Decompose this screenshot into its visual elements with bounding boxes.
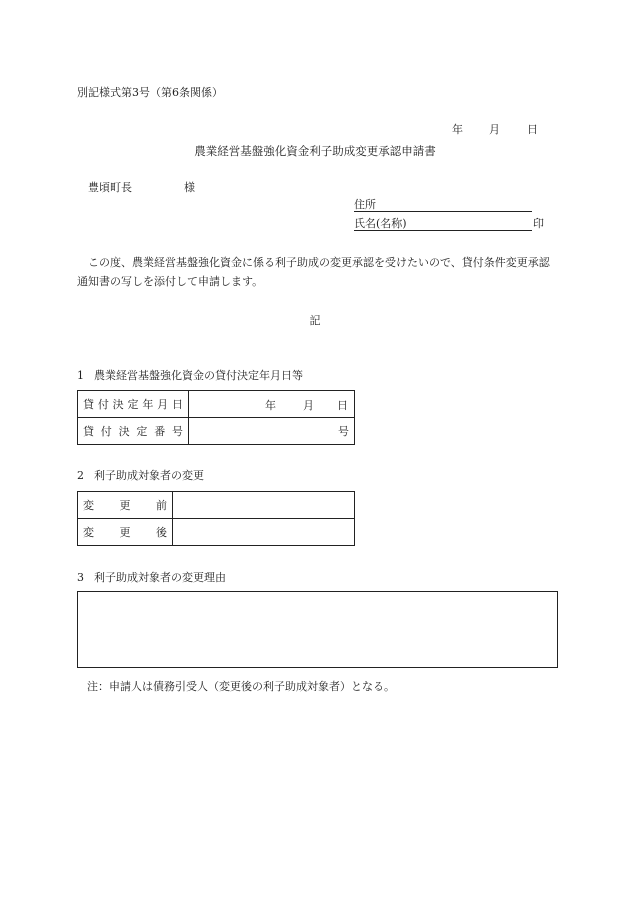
date-day-label: 日 [527,123,538,136]
seal-mark: 印 [533,217,544,230]
table-row [78,418,355,445]
section-1-number: 1 [77,369,84,382]
loan-date-label: 貸付決定年月日 [78,391,189,418]
section-3-heading [77,569,226,585]
honorific: 様 [184,181,195,194]
ki-heading: 記 [309,314,321,327]
loan-number-label: 貸付決定番号 [78,418,189,445]
table-row [78,391,355,418]
address-label: 住所 [354,198,376,211]
section-1-heading [77,367,303,383]
after-change-field[interactable] [173,519,355,546]
loan-date-field[interactable] [189,391,355,418]
loan-date-day: 日 [337,399,348,412]
section-3-number: 3 [77,571,84,584]
after-change-label: 変更後 [78,519,173,546]
table-row [78,519,355,546]
loan-date-month: 月 [303,399,314,412]
section-1-title: 農業経営基盤強化資金の貸付決定年月日等 [94,369,303,382]
name-label: 氏名(名称) [354,217,407,230]
section-2-number: 2 [77,469,84,482]
before-change-field[interactable] [173,492,355,519]
name-field[interactable] [354,215,532,231]
addressee: 豊頃町長 [88,181,132,194]
loan-number-suffix: 号 [338,425,349,438]
table-row [78,492,355,519]
change-table [77,491,355,546]
address-field[interactable] [354,196,532,212]
date-month-label: 月 [489,123,500,136]
loan-decision-table [77,390,355,445]
body-paragraph: この度、農業経営基盤強化資金に係る利子助成の変更承認を受けたいので、貸付条件変更承認通知書の写しを添付して申請します。 [77,256,550,288]
section-2-title: 利子助成対象者の変更 [94,469,204,482]
loan-date-year: 年 [265,399,276,412]
section-2-heading [77,467,204,483]
change-reason-field[interactable] [77,591,558,668]
form-number: 別記様式第3号（第6条関係） [77,86,223,99]
before-change-label: 変更前 [78,492,173,519]
date-year-label: 年 [452,123,463,136]
document-title: 農業経営基盤強化資金利子助成変更承認申請書 [194,144,436,158]
loan-number-field[interactable] [189,418,355,445]
footnote: 注：申請人は債務引受人（変更後の利子助成対象者）となる。 [87,680,395,693]
section-3-title: 利子助成対象者の変更理由 [94,571,226,584]
